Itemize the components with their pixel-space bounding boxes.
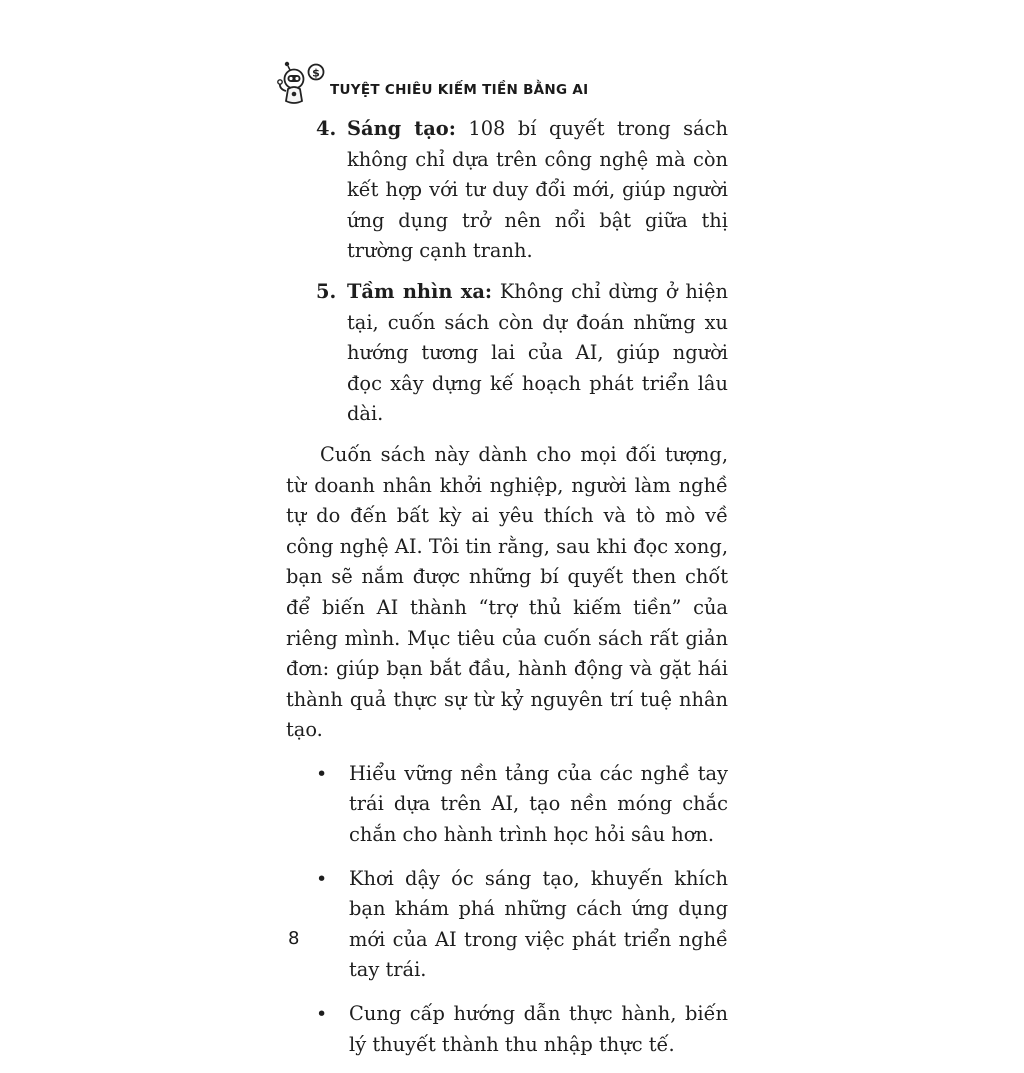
body-paragraph: Cuốn sách này dành cho mọi đối tượng, từ doanh nhân khởi nghiệp, người làm nghề tự do đến bất kỳ ai yêu thích và tò mò về công nghệ AI. Tôi tin rằng, sau khi đọc xong, bạn sẽ nắm được những bí quyết then chốt để biến AI thành “trợ thủ kiếm tiền” của riêng mình. Mục tiêu của cuốn sách rất giản đơn: giúp bạn bắt đầu, hành động và gặt hái thành quả thực sự từ kỷ nguyên trí tuệ nhân tạo. bbox=[286, 442, 728, 742]
item-body bbox=[347, 114, 728, 267]
item-number: 5. bbox=[316, 279, 337, 303]
list-item bbox=[286, 999, 728, 1060]
numbered-item bbox=[286, 277, 728, 430]
bullet-list bbox=[286, 759, 728, 1060]
item-term: Sáng tạo: bbox=[347, 117, 456, 140]
item-body bbox=[347, 277, 728, 430]
item-term: Tầm nhìn xa: bbox=[347, 279, 493, 303]
item-text: Không chỉ dừng ở hiện tại, cuốn sách còn dự đoán những xu hướng tương lai của AI, giúp người đọc xây dựng kế hoạch phát triển lâu dài. bbox=[347, 279, 728, 426]
bullet-icon: • bbox=[316, 1003, 328, 1026]
page-number: 8 bbox=[288, 928, 300, 949]
item-text: 108 bí quyết trong sách không chỉ dựa trên công nghệ mà còn kết hợp với tư duy đổi mới, giúp người ứng dụng trở nên nổi bật giữa thị trường cạnh tranh. bbox=[347, 117, 728, 263]
running-title: TUYỆT CHIÊU KIẾM TIỀN BẰNG AI bbox=[330, 82, 589, 98]
numbered-item bbox=[286, 114, 728, 267]
svg-text:$: $ bbox=[312, 66, 320, 80]
bullet-icon: • bbox=[316, 762, 328, 785]
bullet-text: Cung cấp hướng dẫn thực hành, biến lý thuyết thành thu nhập thực tế. bbox=[349, 1002, 728, 1056]
bullet-text: Hiểu vững nền tảng của các nghề tay trái dựa trên AI, tạo nền móng chắc chắn cho hành trình học hỏi sâu hơn. bbox=[349, 761, 728, 847]
item-number: 4. bbox=[316, 117, 337, 140]
bullet-icon: • bbox=[316, 867, 328, 890]
list-item bbox=[286, 759, 728, 851]
page-content bbox=[286, 114, 728, 1073]
bullet-text: Khơi dậy óc sáng tạo, khuyến khích bạn khám phá những cách ứng dụng mới của AI trong việc phát triển nghề tay trái. bbox=[349, 866, 728, 982]
list-item bbox=[286, 864, 728, 986]
running-header bbox=[276, 58, 588, 108]
robot-dollar-logo-icon bbox=[276, 58, 328, 108]
